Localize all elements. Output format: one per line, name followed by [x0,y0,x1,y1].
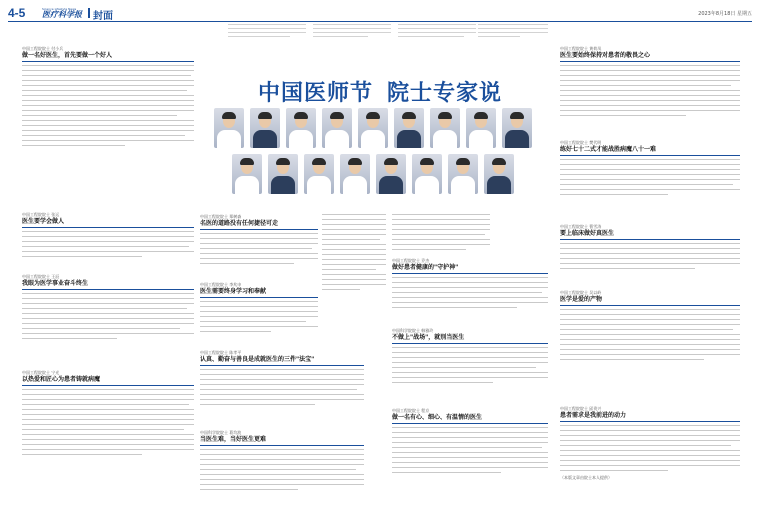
article-headline: 我眼为医学事业奋斗终生 [22,280,89,287]
article-12 [560,46,740,120]
article-body [200,369,364,405]
masthead [8,6,752,22]
article-headline: 医生需要终身学习和奉献 [200,288,267,295]
article-headline: 认真、勤奋与善良是成就医生的三件"法宝" [200,356,315,363]
publication-name-cn: 医疗科学报 [42,10,82,19]
article-8 [200,430,364,494]
article-kicker: 中国工程院院士 宁光 [22,370,60,375]
article-15 [560,290,740,364]
section-name: 封面 [93,11,113,22]
divider [200,365,364,366]
portrait-photo [466,108,496,148]
article-kicker: 中国工程院院士 邱贵兴 [560,406,602,411]
article-7 [200,350,364,409]
article-body [22,293,194,339]
quote-block [478,24,548,40]
article-kicker: 中国工程院院士 王辰 [22,274,60,279]
article-kicker: 中国工程院院士 程京 [392,408,430,413]
article-body [22,231,194,257]
portrait-photo [340,154,370,194]
portrait-photo [304,154,334,194]
article-body [560,425,740,471]
divider [560,155,740,156]
article-13 [560,140,740,199]
article-body [392,277,548,308]
article-kicker: 中国工程院院士 陈孝平 [200,350,242,355]
divider [22,61,194,62]
divider [392,343,548,344]
article-kicker: 中国工程院院士 付小兵 [22,46,64,51]
portrait-photo [412,154,442,194]
divider [560,239,740,240]
article-6 [200,282,318,336]
article-kicker: 中国工程院院士 张运 [22,212,60,217]
article-16 [560,406,740,480]
article-11 [392,408,548,477]
article-body [560,65,740,116]
article-5 [200,214,318,268]
article-1 [22,46,194,150]
portrait-photo [430,108,460,148]
publication-logo [42,7,86,19]
article-4 [22,370,194,459]
feature-title-part-2: 院士专家说 [387,81,503,106]
portrait-gallery [208,108,548,208]
portrait-photo [376,154,406,194]
article-headline: 名医的道路没有任何捷径可走 [200,220,279,227]
portrait-photo [502,108,532,148]
divider [560,421,740,422]
article-2 [22,212,194,261]
quote-block [228,24,306,40]
divider [88,8,90,18]
article-kicker: 中国科学院院士 韩雅玲 [392,328,434,333]
feature-area [208,22,548,208]
article-kicker: 中国工程院院士 曹雪涛 [560,224,602,229]
portrait-photo [214,108,244,148]
article-kicker: 中国工程院院士 黄荷凤 [560,46,602,51]
publication-name-en: Science Lifestyle News [42,7,77,11]
article-headline: 医学是爱的产物 [560,296,603,303]
portrait-photo [448,154,478,194]
portrait-photo [484,154,514,194]
article-kicker: 中国科学院院士 葛均波 [200,430,242,435]
quote-block [313,24,391,40]
feature-title-part-1: 中国医师节 [258,81,374,106]
article-headline: 当医生难，当好医生更难 [200,436,267,443]
article-headline: 要上临床做好真医生 [560,230,615,237]
divider [22,227,194,228]
divider [392,423,548,424]
portrait-photo [322,108,352,148]
portrait-photo [358,108,388,148]
article-headline: 做一名有心、细心、有温情的医生 [392,414,483,421]
article-body [200,449,364,490]
article-headline: 练好七十二式才能战胜病魔八十一难 [560,146,657,153]
divider [22,385,194,386]
article-kicker: 中国工程院院士 吴以岭 [560,290,602,295]
divider [560,61,740,62]
feature-intro [208,22,548,70]
article-kicker: 中国工程院院士 乔杰 [392,258,430,263]
article-headline: 以热爱和匠心为患者铸就病魔 [22,376,101,383]
article-body [392,427,548,473]
article-headline: 患者需求是我前进的动力 [560,412,627,419]
article-body [22,389,194,455]
article-kicker: 中国工程院院士 樊代明 [560,140,602,145]
divider [392,273,548,274]
article-body [200,301,318,332]
article-14 [560,224,740,273]
portrait-photo [232,154,262,194]
article-5-continued [322,214,386,294]
dateline: 2023年8月18日 星期五 [698,11,752,17]
feature-title [258,76,503,107]
article-body [392,347,548,383]
divider [200,297,318,298]
portrait-photo [250,108,280,148]
divider [560,305,740,306]
article-body [560,159,740,195]
article-body [200,233,318,264]
portrait-photo [286,108,316,148]
divider [200,445,364,446]
article-body [392,214,490,250]
footnote: （本版文章由院士本人提供） [560,475,612,480]
article-headline: 做一名好医生，首先要做一个好人 [22,52,113,59]
page-number: 4-5 [8,6,26,20]
divider [200,229,318,230]
article-headline: 医生要始终保持对患者的敬畏之心 [560,52,651,59]
article-9 [392,258,548,312]
article-headline: 医生要学会做人 [22,218,65,225]
portrait-photo [268,154,298,194]
divider [22,289,194,290]
article-headline: 做好患者健康的"守护神" [392,264,459,271]
article-body [322,214,386,290]
article-10 [392,328,548,387]
article-body [22,65,194,146]
article-9-intro [392,214,490,254]
article-headline: 不做上"战场"，就别当医生 [392,334,465,341]
portrait-photo [394,108,424,148]
article-kicker: 中国工程院院士 李兆申 [200,282,242,287]
article-body [560,309,740,360]
article-3 [22,274,194,343]
quote-block [398,24,476,40]
article-body [560,243,740,269]
article-kicker: 中国工程院院士 郑树森 [200,214,242,219]
